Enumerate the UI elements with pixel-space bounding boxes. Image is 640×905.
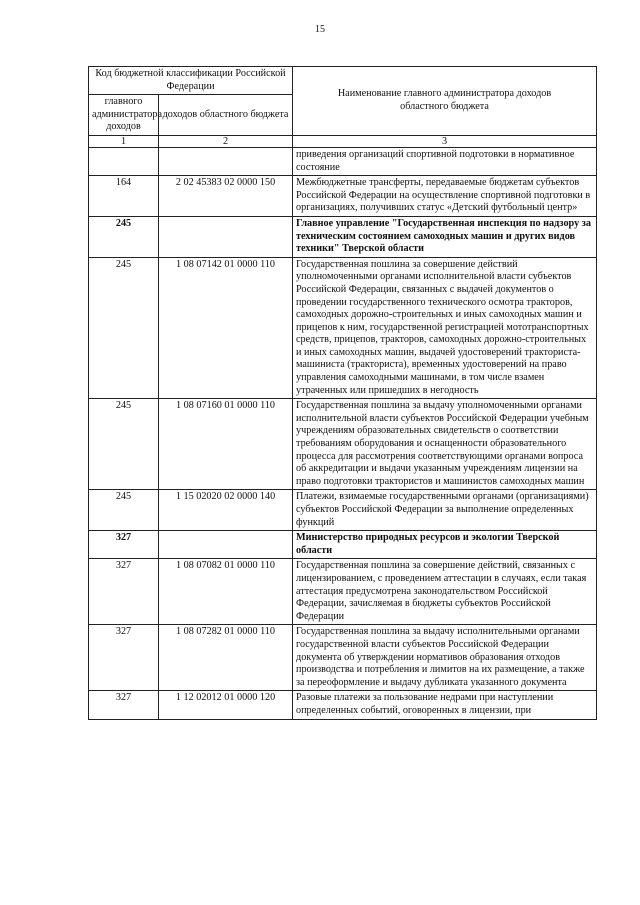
table-row bbox=[89, 691, 597, 719]
name-cell: Платежи, взимаемые государственными органами (организациями) субъектов Российской Федерации за выполнение определенных функций bbox=[293, 490, 597, 531]
table-row bbox=[89, 147, 597, 175]
table-row bbox=[89, 490, 597, 531]
page-number: 15 bbox=[315, 24, 325, 35]
column-number: 2 bbox=[159, 135, 293, 147]
budget-code-cell: 1 15 02020 02 0000 140 bbox=[159, 490, 293, 531]
admin-code-cell: 164 bbox=[89, 176, 159, 217]
table-body bbox=[89, 147, 597, 719]
name-cell: Главное управление "Государственная инспекция по надзору за техническим состоянием самоходных машин и других видов техники" Тверской области bbox=[293, 216, 597, 257]
column-number: 1 bbox=[89, 135, 159, 147]
admin-code-cell: 327 bbox=[89, 559, 159, 625]
admin-code-cell bbox=[89, 147, 159, 175]
admin-code-cell: 245 bbox=[89, 490, 159, 531]
section-row bbox=[89, 531, 597, 559]
budget-classification-table bbox=[88, 66, 597, 720]
admin-code-cell: 245 bbox=[89, 399, 159, 490]
name-cell: Министерство природных ресурсов и экологии Тверской области bbox=[293, 531, 597, 559]
header-name-column: Наименование главного администратора доходов областного бюджета bbox=[293, 67, 597, 136]
section-row bbox=[89, 216, 597, 257]
header-group-title: Код бюджетной классификации Российской Федерации bbox=[89, 67, 293, 95]
header-admin-column: главного администратора доходов bbox=[89, 95, 159, 136]
table-row bbox=[89, 625, 597, 691]
table-row bbox=[89, 257, 597, 399]
name-cell: Государственная пошлина за выдачу уполномоченными органами исполнительной власти субъектов Российской Федерации учебным учреждениям образовательных свидетельств о соответствии требованиям оборудования и оснащенности образовательного процесса для рассмотрения соответствующими органами вопроса об аккредитации и выдачи указанным учреждениям лицензии на право подготовки трактористов и машинистов самоходных машин bbox=[293, 399, 597, 490]
name-cell: Межбюджетные трансферты, передаваемые бюджетам субъектов Российской Федерации на осуществление спортивной подготовки в организациях, получивших статус «Детский футбольный центр» bbox=[293, 176, 597, 217]
name-cell: Государственная пошлина за совершение действий уполномоченными органами исполнительной власти субъектов Российской Федерации, связанных с выдачей документов о проведении государственного технического осмотра тракторов, самоходных дорожно-строительных и иных самоходных машин и прицепов к ним, государственной регистрацией мототранспортных средств, прицепов, тракторов, самоходных дорожно-строительных и иных самоходных машин, выдачей удостоверений тракториста-машиниста (тракториста), временных удостоверений на право управления самоходными машинами, в том числе взамен утраченных или пришедших в негодность bbox=[293, 257, 597, 399]
table-row bbox=[89, 399, 597, 490]
name-cell: Разовые платежи за пользование недрами при наступлении определенных событий, оговоренных в лицензии, при bbox=[293, 691, 597, 719]
budget-code-cell: 2 02 45383 02 0000 150 bbox=[159, 176, 293, 217]
name-cell: Государственная пошлина за совершение действий, связанных с лицензированием, с проведением аттестации в случаях, если такая аттестация предусмотрена законодательством Российской Федерации, зачисляемая в бюджеты субъектов Российской Федерации bbox=[293, 559, 597, 625]
budget-code-cell: 1 08 07142 01 0000 110 bbox=[159, 257, 293, 399]
budget-code-cell bbox=[159, 531, 293, 559]
admin-code-cell: 327 bbox=[89, 531, 159, 559]
budget-code-cell: 1 08 07082 01 0000 110 bbox=[159, 559, 293, 625]
budget-code-cell bbox=[159, 147, 293, 175]
table-row bbox=[89, 559, 597, 625]
admin-code-cell: 245 bbox=[89, 257, 159, 399]
name-cell: Государственная пошлина за выдачу исполнительными органами государственной власти субъектов Российской Федерации документа об утверждении нормативов образования отходов производства и потребления и лимитов на их размещение, а также за переоформление и выдачу дубликата указанного документа bbox=[293, 625, 597, 691]
budget-code-cell: 1 08 07282 01 0000 110 bbox=[159, 625, 293, 691]
header-code-column: доходов областного бюджета bbox=[159, 95, 293, 136]
budget-code-cell: 1 08 07160 01 0000 110 bbox=[159, 399, 293, 490]
admin-code-cell: 245 bbox=[89, 216, 159, 257]
column-number: 3 bbox=[293, 135, 597, 147]
admin-code-cell: 327 bbox=[89, 691, 159, 719]
budget-code-cell: 1 12 02012 01 0000 120 bbox=[159, 691, 293, 719]
table-row bbox=[89, 176, 597, 217]
admin-code-cell: 327 bbox=[89, 625, 159, 691]
name-cell: приведения организаций спортивной подготовки в нормативное состояние bbox=[293, 147, 597, 175]
budget-code-cell bbox=[159, 216, 293, 257]
